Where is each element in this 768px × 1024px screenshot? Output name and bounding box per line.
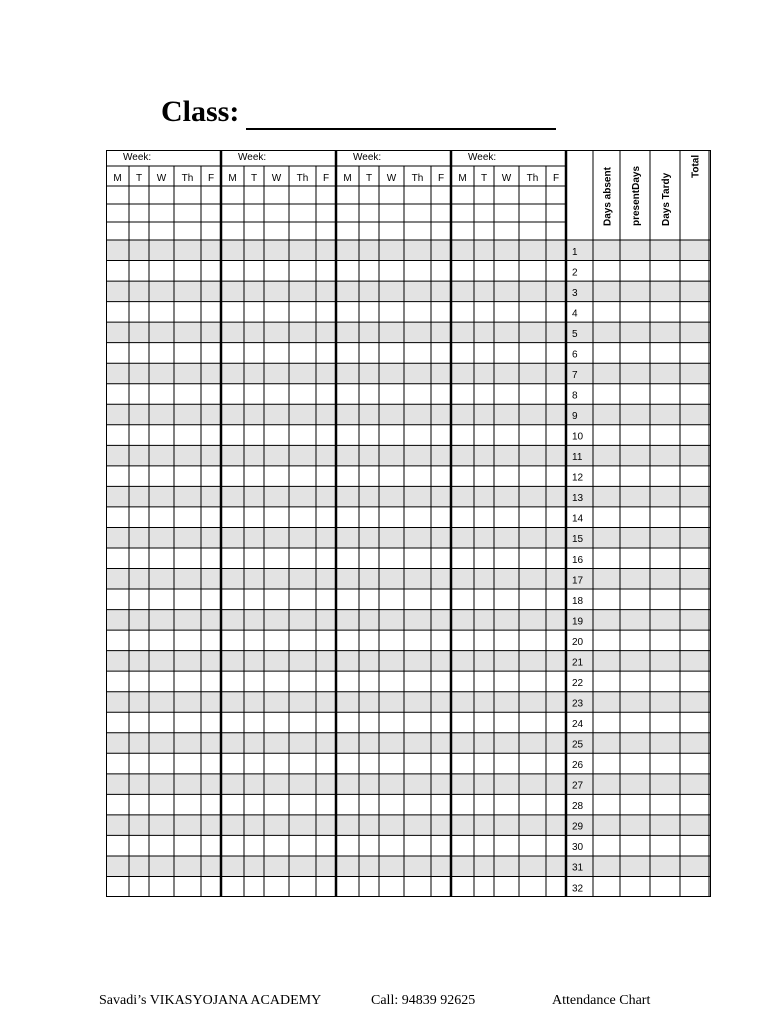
footer-phone: Call: 94839 92625: [371, 993, 476, 1008]
row-number: 4: [572, 308, 578, 320]
row-number: 25: [572, 739, 584, 751]
day-label: M: [458, 173, 467, 184]
row-number: 21: [572, 657, 584, 669]
row-number: 5: [572, 328, 578, 340]
row-number: 29: [572, 821, 584, 833]
summary-header-label: Days absent: [602, 167, 614, 226]
row-number: 7: [572, 369, 578, 381]
day-label: F: [207, 173, 215, 184]
row-number: 23: [572, 698, 584, 710]
day-label: Th: [411, 173, 424, 184]
class-label: Class:: [161, 95, 240, 128]
row-number: 10: [572, 431, 584, 443]
summary-header-label: Days Tardy: [661, 172, 672, 226]
row-number: 1: [572, 246, 578, 258]
row-number: 31: [572, 862, 584, 874]
row-number: 27: [572, 780, 584, 792]
day-label: F: [322, 173, 330, 184]
row-number: 2: [572, 267, 578, 279]
week-label: Week:: [123, 152, 152, 163]
row-number: 12: [572, 472, 584, 484]
row-number: 13: [572, 493, 584, 505]
day-label: Th: [526, 173, 539, 184]
week-label: Week:: [353, 152, 382, 163]
attendance-grid-svg: [106, 150, 711, 897]
row-number: 3: [572, 287, 578, 299]
row-number: 26: [572, 760, 584, 772]
row-number: 30: [572, 842, 584, 854]
summary-header-label: Total: [690, 154, 702, 178]
day-label: T: [135, 173, 143, 184]
day-label: W: [156, 173, 167, 184]
row-number: 18: [572, 595, 584, 607]
day-label: Th: [181, 173, 194, 184]
footer-document-title: Attendance Chart: [552, 993, 651, 1008]
row-number: 32: [572, 883, 584, 895]
row-number: 28: [572, 801, 584, 813]
row-number: 15: [572, 534, 584, 546]
day-label: T: [480, 173, 488, 184]
class-name-blank-line[interactable]: [246, 128, 556, 130]
footer-academy-name: Savadi’s VIKASYOJANA ACADEMY: [99, 993, 322, 1008]
row-number: 14: [572, 513, 584, 525]
week-label: Week:: [468, 152, 497, 163]
row-number: 17: [572, 575, 584, 587]
row-number: 20: [572, 636, 584, 648]
row-number: 16: [572, 554, 584, 566]
day-label: W: [271, 173, 282, 184]
day-label: W: [501, 173, 512, 184]
day-label: T: [250, 173, 258, 184]
day-label: Th: [296, 173, 309, 184]
row-number: 22: [572, 677, 584, 689]
row-number: 9: [572, 411, 578, 423]
row-number: 6: [572, 349, 578, 361]
day-label: F: [552, 173, 560, 184]
day-label: F: [437, 173, 445, 184]
footer: [0, 993, 768, 1013]
day-label: T: [365, 173, 373, 184]
row-number: 8: [572, 390, 578, 402]
row-number: 11: [572, 452, 583, 464]
day-label: M: [228, 173, 237, 184]
day-label: M: [343, 173, 352, 184]
summary-header-label: presentDays: [631, 165, 642, 226]
row-number: 24: [572, 719, 584, 731]
row-number: 19: [572, 616, 584, 628]
day-label: M: [113, 173, 122, 184]
week-label: Week:: [238, 152, 267, 163]
day-label: W: [386, 173, 397, 184]
attendance-grid: [106, 150, 711, 897]
